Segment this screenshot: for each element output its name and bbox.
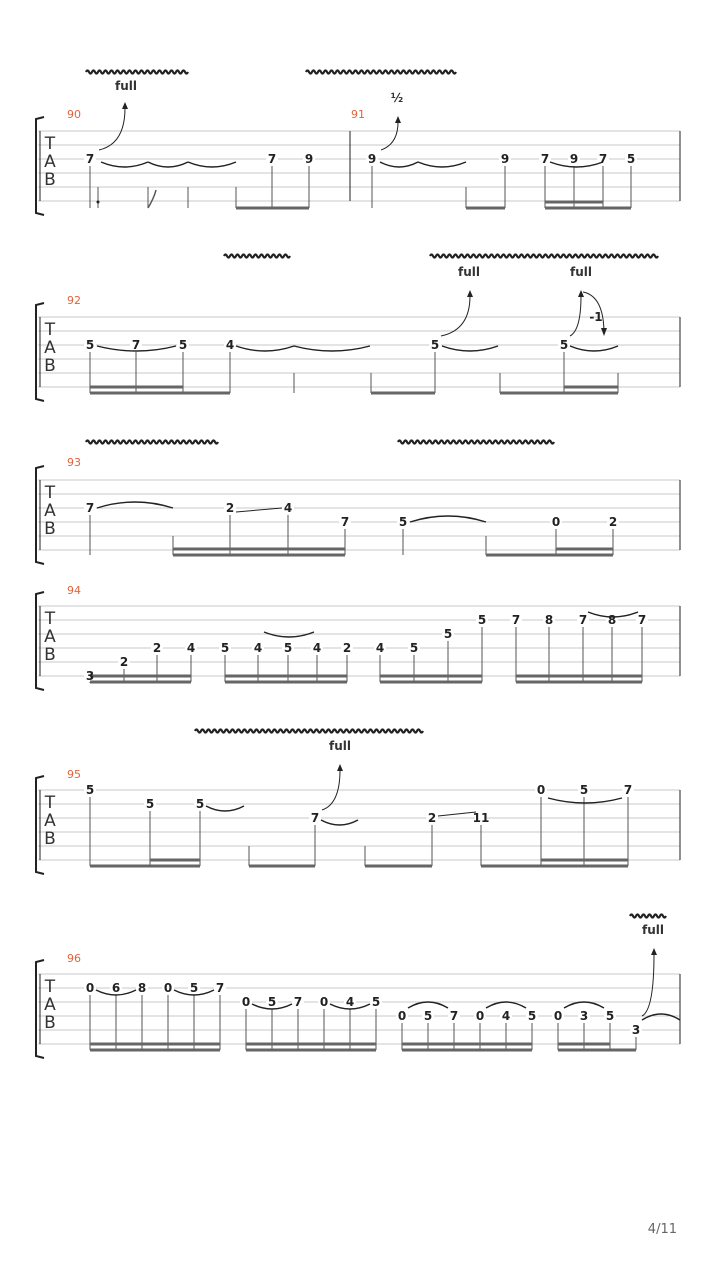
beam bbox=[564, 386, 618, 389]
fret-number: 4 bbox=[186, 641, 196, 655]
measure-number: 91 bbox=[351, 108, 365, 121]
bend-curve bbox=[570, 296, 581, 336]
fret-number: 2 bbox=[119, 655, 129, 669]
fret-number: 5 bbox=[195, 797, 205, 811]
fret-number: 4 bbox=[225, 338, 235, 352]
fret-number: 0 bbox=[85, 981, 95, 995]
vibrato-mark bbox=[398, 441, 554, 444]
tab-clef-letter-b: B bbox=[44, 1013, 56, 1033]
bend-label: ½ bbox=[390, 91, 404, 105]
fret-number: 2 bbox=[608, 515, 618, 529]
release-arrow-icon bbox=[601, 328, 607, 336]
tie-arc bbox=[442, 346, 498, 351]
beam bbox=[402, 1049, 532, 1052]
fret-number: 5 bbox=[85, 783, 95, 797]
beam bbox=[236, 207, 309, 210]
bend-label: full bbox=[329, 739, 351, 753]
fret-number: 2 bbox=[342, 641, 352, 655]
fret-number: 3 bbox=[85, 669, 95, 683]
tie-arc bbox=[570, 346, 618, 351]
fret-number: 4 bbox=[312, 641, 322, 655]
tie-arc bbox=[642, 1014, 680, 1020]
fret-number: 5 bbox=[559, 338, 569, 352]
beam bbox=[150, 859, 200, 862]
fret-number: 5 bbox=[220, 641, 230, 655]
fret-number: 0 bbox=[553, 1009, 563, 1023]
vibrato-mark bbox=[224, 255, 290, 258]
bend-arrow-icon bbox=[578, 290, 584, 297]
fret-number: 5 bbox=[579, 783, 589, 797]
fret-number: 5 bbox=[430, 338, 440, 352]
tie-arc bbox=[486, 1002, 526, 1008]
vibrato-mark bbox=[195, 730, 423, 733]
beam bbox=[173, 554, 345, 557]
tie-arc bbox=[380, 162, 418, 167]
fret-number: 5 bbox=[443, 627, 453, 641]
fret-number: 5 bbox=[527, 1009, 537, 1023]
bend-arrow-icon bbox=[651, 948, 657, 955]
tie-arc bbox=[410, 516, 486, 522]
measure-number: 95 bbox=[67, 768, 81, 781]
vibrato-mark bbox=[430, 255, 658, 258]
beam bbox=[500, 392, 618, 395]
fret-number: 9 bbox=[569, 152, 579, 166]
vibrato-mark bbox=[306, 71, 456, 74]
beam bbox=[246, 1049, 376, 1052]
fret-number: 6 bbox=[111, 981, 121, 995]
tab-clef-letter-a: A bbox=[44, 152, 56, 172]
fret-number: 3 bbox=[579, 1009, 589, 1023]
fret-number: 7 bbox=[131, 338, 141, 352]
beam bbox=[90, 865, 200, 868]
bend-curve bbox=[99, 108, 125, 150]
fret-number: 4 bbox=[501, 1009, 511, 1023]
beam bbox=[371, 392, 435, 395]
measure-number: 92 bbox=[67, 294, 81, 307]
tie-arc bbox=[97, 502, 173, 508]
beam bbox=[380, 675, 482, 678]
fret-number: 7 bbox=[85, 152, 95, 166]
beam bbox=[556, 548, 613, 551]
beam bbox=[173, 548, 345, 551]
tie-arc bbox=[548, 798, 622, 803]
tie-arc bbox=[101, 162, 148, 167]
measure-number: 94 bbox=[67, 584, 81, 597]
beam bbox=[90, 1049, 220, 1052]
tab-clef-letter-t: T bbox=[44, 134, 56, 154]
fret-number: 5 bbox=[398, 515, 408, 529]
vibrato-mark bbox=[86, 441, 218, 444]
measure-number: 93 bbox=[67, 456, 81, 469]
beam bbox=[365, 865, 432, 868]
tie-arc bbox=[148, 162, 188, 167]
bend-curve bbox=[381, 122, 398, 150]
tie-arc bbox=[236, 346, 294, 351]
fret-number: 2 bbox=[152, 641, 162, 655]
tab-clef-letter-b: B bbox=[44, 829, 56, 849]
fret-number: 7 bbox=[540, 152, 550, 166]
beam bbox=[246, 1043, 376, 1046]
tab-system-4 bbox=[36, 592, 680, 690]
tab-clef-letter-b: B bbox=[44, 170, 56, 190]
fret-number: 9 bbox=[367, 152, 377, 166]
fret-number: 5 bbox=[423, 1009, 433, 1023]
tab-clef-letter-a: A bbox=[44, 627, 56, 647]
beam bbox=[545, 207, 631, 210]
beam bbox=[558, 1049, 636, 1052]
fret-number: 7 bbox=[293, 995, 303, 1009]
fret-number: 0 bbox=[475, 1009, 485, 1023]
fret-number: 8 bbox=[607, 613, 617, 627]
beam bbox=[402, 1043, 532, 1046]
fret-number: 5 bbox=[409, 641, 419, 655]
beam bbox=[90, 681, 191, 684]
bend-label: full bbox=[115, 79, 137, 93]
fret-number: 7 bbox=[340, 515, 350, 529]
fret-number: 0 bbox=[551, 515, 561, 529]
fret-number: 4 bbox=[345, 995, 355, 1009]
tie-arc bbox=[418, 162, 466, 167]
fret-number: 5 bbox=[189, 981, 199, 995]
tab-system-6 bbox=[36, 915, 680, 1059]
bend-label: full bbox=[642, 923, 664, 937]
fret-number: 7 bbox=[623, 783, 633, 797]
fret-number: 5 bbox=[267, 995, 277, 1009]
beam bbox=[481, 865, 628, 868]
bend-curve bbox=[441, 296, 470, 336]
fret-number: 0 bbox=[241, 995, 251, 1009]
fret-number: 0 bbox=[536, 783, 546, 797]
measure-number: 90 bbox=[67, 108, 81, 121]
fret-number: 5 bbox=[283, 641, 293, 655]
tie-arc bbox=[321, 820, 358, 825]
tab-clef-letter-t: T bbox=[44, 793, 56, 813]
beam bbox=[90, 675, 191, 678]
beam bbox=[516, 675, 642, 678]
beam bbox=[486, 554, 613, 557]
fret-number: 0 bbox=[163, 981, 173, 995]
fret-number: -1 bbox=[589, 310, 603, 324]
bend-arrow-icon bbox=[395, 116, 401, 123]
fret-number: 9 bbox=[500, 152, 510, 166]
beam bbox=[225, 681, 347, 684]
bend-arrow-icon bbox=[467, 290, 473, 297]
tab-clef-letter-t: T bbox=[44, 977, 56, 997]
fret-number: 4 bbox=[375, 641, 385, 655]
beam bbox=[380, 681, 482, 684]
bend-arrow-icon bbox=[122, 102, 128, 109]
fret-number: 7 bbox=[85, 501, 95, 515]
tie-arc bbox=[294, 346, 370, 351]
vibrato-mark bbox=[630, 915, 666, 918]
beam bbox=[90, 386, 183, 389]
staccato-dot bbox=[97, 201, 100, 204]
tab-clef-letter-b: B bbox=[44, 645, 56, 665]
tab-clef-letter-t: T bbox=[44, 320, 56, 340]
beam bbox=[516, 681, 642, 684]
fret-number: 5 bbox=[145, 797, 155, 811]
beam bbox=[90, 1043, 220, 1046]
tab-clef-letter-t: T bbox=[44, 609, 56, 629]
fret-number: 7 bbox=[637, 613, 647, 627]
bend-arrow-icon bbox=[337, 764, 343, 771]
tab-clef-letter-a: A bbox=[44, 811, 56, 831]
fret-number: 9 bbox=[304, 152, 314, 166]
measure-number: 96 bbox=[67, 952, 81, 965]
fret-number: 7 bbox=[215, 981, 225, 995]
bend-curve bbox=[642, 954, 654, 1016]
fret-number: 4 bbox=[283, 501, 293, 515]
tab-clef-letter-t: T bbox=[44, 483, 56, 503]
fret-number: 4 bbox=[253, 641, 263, 655]
fret-number: 5 bbox=[605, 1009, 615, 1023]
slide-line bbox=[236, 508, 282, 512]
fret-number: 2 bbox=[225, 501, 235, 515]
tab-system-5 bbox=[36, 730, 680, 875]
fret-number: 5 bbox=[371, 995, 381, 1009]
fret-number: 7 bbox=[310, 811, 320, 825]
tab-clef-letter-b: B bbox=[44, 519, 56, 539]
page-number: 4/11 bbox=[647, 1222, 677, 1237]
tab-system-3 bbox=[36, 441, 680, 565]
tie-arc bbox=[408, 1002, 448, 1008]
beam bbox=[558, 1043, 610, 1046]
tab-clef-letter-a: A bbox=[44, 338, 56, 358]
fret-number: 7 bbox=[449, 1009, 459, 1023]
fret-number: 7 bbox=[267, 152, 277, 166]
beam bbox=[249, 865, 315, 868]
fret-number: 8 bbox=[544, 613, 554, 627]
bend-label: full bbox=[570, 265, 592, 279]
fret-number: 8 bbox=[137, 981, 147, 995]
tab-clef-letter-b: B bbox=[44, 356, 56, 376]
fret-number: 3 bbox=[631, 1023, 641, 1037]
beam bbox=[545, 201, 603, 204]
beam bbox=[541, 859, 628, 862]
fret-number: 7 bbox=[511, 613, 521, 627]
bend-label: full bbox=[458, 265, 480, 279]
tie-arc bbox=[564, 1002, 604, 1008]
beam bbox=[466, 207, 505, 210]
fret-number: 0 bbox=[397, 1009, 407, 1023]
fret-number: 5 bbox=[477, 613, 487, 627]
tab-clef-letter-a: A bbox=[44, 995, 56, 1015]
beam bbox=[225, 675, 347, 678]
fret-number: 11 bbox=[472, 811, 490, 825]
tie-arc bbox=[206, 806, 244, 811]
beam bbox=[90, 392, 230, 395]
fret-number: 5 bbox=[626, 152, 636, 166]
fret-number: 0 bbox=[319, 995, 329, 1009]
fret-number: 7 bbox=[598, 152, 608, 166]
vibrato-mark bbox=[86, 71, 188, 74]
tab-clef-letter-a: A bbox=[44, 501, 56, 521]
tie-arc bbox=[188, 162, 236, 167]
fret-number: 2 bbox=[427, 811, 437, 825]
fret-number: 5 bbox=[178, 338, 188, 352]
fret-number: 5 bbox=[85, 338, 95, 352]
slide-line bbox=[438, 812, 476, 816]
fret-number: 7 bbox=[578, 613, 588, 627]
grace-flag bbox=[148, 190, 156, 208]
